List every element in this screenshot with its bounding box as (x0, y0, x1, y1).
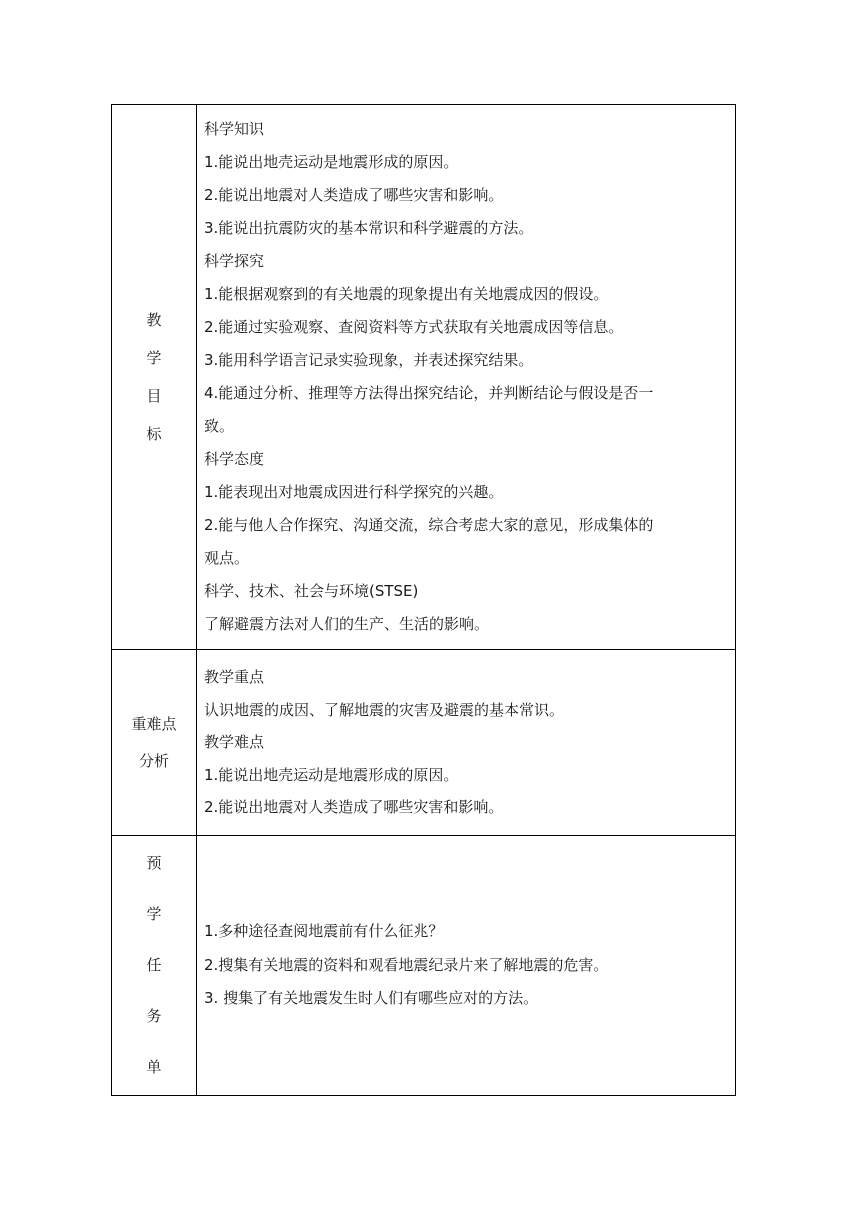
section-heading: 教学难点 (204, 733, 265, 752)
task-item: 1.多种途径查阅地震前有什么征兆？ (204, 922, 444, 941)
label-char: 任 (146, 956, 162, 974)
section-heading: 科学、技术、社会与环境(STSE) (204, 582, 419, 600)
preview-tasks-content (197, 836, 736, 1096)
objectives-label-cell (112, 105, 197, 650)
objective-item: 2.能说出地震对人类造成了哪些灾害和影响。 (204, 186, 504, 204)
objectives-label (112, 301, 196, 453)
preview-tasks-label (112, 838, 196, 1093)
objective-item: 1.能表现出对地震成因进行科学探究的兴趣。 (204, 483, 504, 501)
label-char: 学 (146, 905, 162, 923)
task-item: 3. 搜集了有关地震发生时人们有哪些应对的方法。 (204, 989, 539, 1008)
label-char: 教 (146, 311, 162, 329)
label-char: 预 (146, 854, 162, 872)
objective-item-continued: 观点。 (204, 549, 250, 567)
label-text: 分析 (138, 751, 169, 770)
objective-item: 4.能通过分析、推理等方法得出探究结论，并判断结论与假设是否一 (204, 384, 654, 402)
label-char: 目 (146, 387, 162, 405)
key-points-row (112, 650, 736, 836)
label-text: 重难点 (131, 714, 177, 733)
label-char: 单 (146, 1058, 162, 1076)
label-char: 务 (146, 1007, 162, 1025)
label-char: 学 (146, 349, 162, 367)
objective-item: 1.能根据观察到的有关地震的现象提出有关地震成因的假设。 (204, 285, 609, 303)
objective-item-continued: 致。 (204, 417, 235, 435)
section-heading: 科学知识 (204, 120, 265, 138)
key-points-content (197, 650, 736, 836)
key-points-label-cell (112, 650, 197, 836)
label-char: 标 (146, 425, 162, 443)
key-point-item: 1.能说出地壳运动是地震形成的原因。 (204, 765, 459, 784)
key-point-item: 2.能说出地震对人类造成了哪些灾害和影响。 (204, 798, 504, 817)
objective-item: 3.能说出抗震防灾的基本常识和科学避震的方法。 (204, 219, 534, 237)
objective-item: 2.能与他人合作探究、沟通交流，综合考虑大家的意见，形成集体的 (204, 516, 654, 534)
objective-item: 了解避震方法对人们的生产、生活的影响。 (204, 615, 490, 633)
key-point-item: 认识地震的成因、了解地震的灾害及避震的基本常识。 (204, 700, 565, 719)
preview-tasks-label-cell (112, 836, 197, 1096)
section-heading: 科学探究 (204, 252, 265, 270)
objective-item: 3.能用科学语言记录实验现象，并表述探究结果。 (204, 351, 534, 369)
section-heading: 教学重点 (204, 668, 265, 687)
objectives-content (197, 105, 736, 650)
objective-item: 2.能通过实验观察、查阅资料等方式获取有关地震成因等信息。 (204, 318, 624, 336)
task-item: 2.搜集有关地震的资料和观看地震纪录片来了解地震的危害。 (204, 955, 609, 974)
key-points-label (112, 706, 196, 780)
objective-item: 1.能说出地壳运动是地震形成的原因。 (204, 153, 459, 171)
lesson-plan-table (111, 104, 736, 1096)
section-heading: 科学态度 (204, 450, 265, 468)
objectives-row (112, 105, 736, 650)
preview-tasks-row (112, 836, 736, 1096)
